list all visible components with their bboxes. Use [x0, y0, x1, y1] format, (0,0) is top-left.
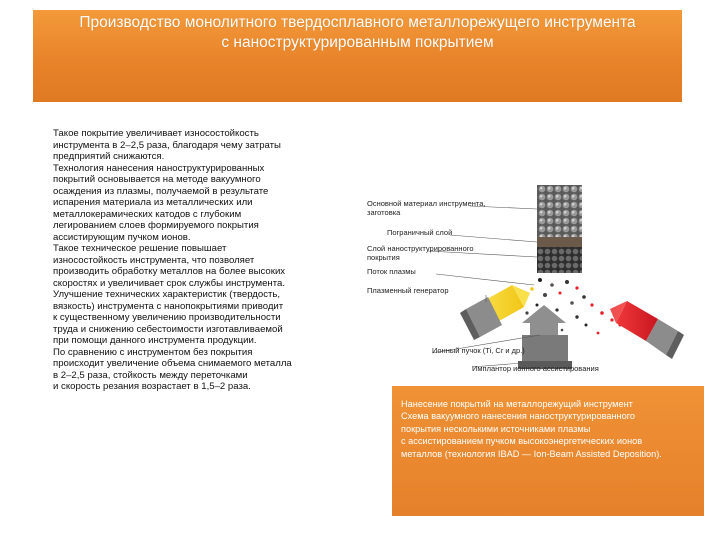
- label-base-material-2: заготовка: [367, 208, 401, 217]
- yellow-plasma-generator: [460, 285, 530, 340]
- body-paragraph: Такое покрытие увеличивает износостойкость инструмента в 2–2,5 раза, благодаря чему затраты предприятий снижаются. Технология нанесения наноструктурированных покрытий основывается на методе вакуумного осаждения из плазмы, получаемой в результате испарения материала из металлических или металлокерамических катодов с глубоким легированием слоев формируемого покрытия ассистирующим пучком ионов. Такое техническое решение повышает износостойкость инструмента, что позволяет производить обработку металлов на более высоких скоростях и увеличивает срок службы инструмента. Улучшение технических характеристик (твердость, вязкость) инструмента с нанопокрытиями приводит к существенному увеличению производительности труда и снижению себестоимости изготавливаемой при помощи данного инструмента продукции. По сравнению с инструментом без покрытия происходит увеличение объема снимаемого металла в 2–2,5 раза, стойкость между переточками и скорость резания возрастает в 1,5–2 раза.: [53, 128, 292, 392]
- label-ion-beam: Ионный пучок (Ti, Cr и др.): [432, 346, 525, 355]
- label-plasma-flow: Поток плазмы: [367, 267, 416, 276]
- page-title: [33, 13, 682, 53]
- ion-source: [518, 305, 572, 369]
- ibad-diagram-svg: [362, 185, 692, 385]
- label-nano-coating: Слой наноструктурированного: [367, 244, 474, 253]
- title-line-2: с наноструктурированным покрытием: [221, 34, 494, 51]
- base-material-block: [537, 185, 582, 237]
- label-nano-coating-2: покрытия: [367, 253, 400, 262]
- label-ion-source: Имплантор ионного ассистирования: [472, 364, 599, 373]
- nano-coating-block: [537, 247, 582, 273]
- caption-box: [392, 386, 704, 516]
- red-plasma-generator: [610, 301, 684, 359]
- label-boundary-layer: Пограничный слой: [387, 228, 453, 237]
- boundary-layer-block: [537, 237, 582, 247]
- title-banner: [33, 10, 682, 102]
- ibad-diagram: [362, 185, 692, 385]
- label-plasma-generator: Плазменный генератор: [367, 286, 449, 295]
- label-base-material: Основной материал инструмента,: [367, 199, 486, 208]
- title-line-1: Производство монолитного твердосплавного металлорежущего инструмента: [79, 14, 636, 31]
- caption-text: Нанесение покрытий на металлорежущий инструмент Схема вакуумного нанесения наноструктурированного покрытия несколькими источниками плазмы с ассистированием пучком высокоэнергетических ионов металлов (технология IBAD — Ion-Beam Assisted Deposition).: [401, 399, 662, 459]
